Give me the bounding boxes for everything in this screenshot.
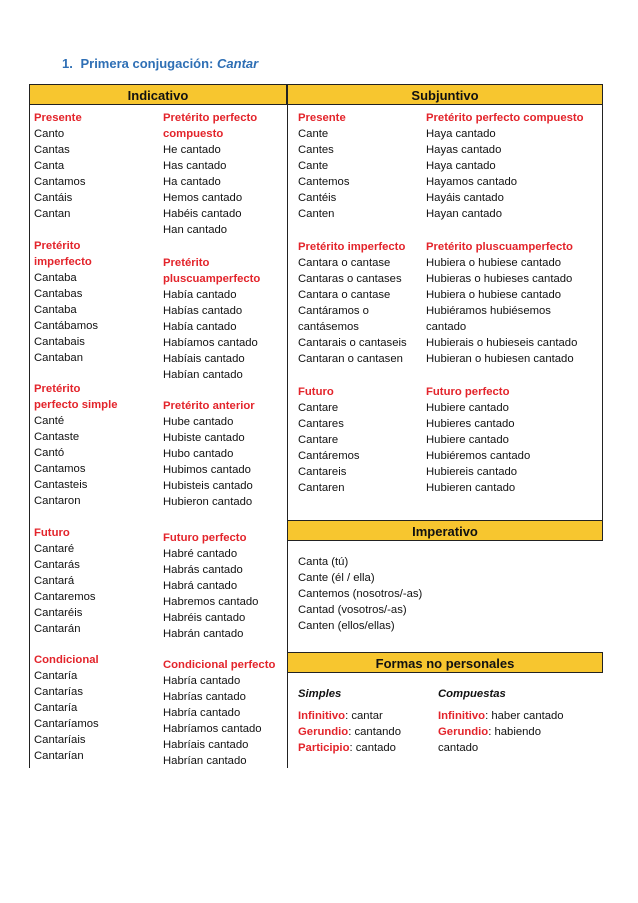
conjugation-form: Hayan cantado [426, 208, 502, 220]
conjugation-form: Cantaba [34, 304, 77, 316]
conjugation-form: Cantó [34, 447, 65, 459]
conjugation-form: Hubieron cantado [163, 496, 253, 508]
conjugation-form: Cantara o cantase [298, 257, 391, 269]
conjugation-form: Cantan [34, 208, 71, 220]
conjugation-form: Cantará [34, 575, 75, 587]
conjugation-form: Hubierais o hubieseis cantado [426, 337, 578, 349]
conjugation-form: Hubiéramos hubiésemos [426, 305, 551, 317]
conjugation-form: Habrías cantado [163, 691, 246, 703]
sub-pluscuamperfecto [426, 239, 577, 367]
formas-row: Infinitivo: haber cantado [438, 710, 564, 722]
imperativo-item: Canten (ellos/ellas) [298, 620, 395, 632]
conjugation-form: Cantaremos [34, 591, 96, 603]
sub-presente [298, 110, 350, 222]
conjugation-form: Hubimos cantado [163, 464, 251, 476]
tense-heading: Futuro perfecto [426, 386, 510, 398]
ind-futuro-perfecto [163, 530, 258, 642]
conjugation-form: Cantabas [34, 288, 83, 300]
formas-row: Gerundio: habiendo [438, 726, 541, 738]
conjugation-form: Habrían cantado [163, 755, 247, 767]
conjugation-form: Hubo cantado [163, 448, 234, 460]
tense-heading: Futuro [34, 527, 70, 539]
ind-futuro [34, 525, 96, 637]
conjugation-form: Cantare [298, 434, 339, 446]
tense-heading: pluscuamperfecto [163, 273, 261, 285]
conjugation-form: Hubiéremos cantado [426, 450, 531, 462]
conjugation-form: Había cantado [163, 289, 237, 301]
conjugation-form: Cantaré [34, 543, 75, 555]
imperativo-item: Cante (él / ella) [298, 572, 375, 584]
ind-condicional [34, 652, 99, 764]
conjugation-form: Cantaren [298, 482, 345, 494]
imperativo-list [298, 554, 422, 634]
conjugation-form: Hubieres cantado [426, 418, 515, 430]
conjugation-form: Cantareis [298, 466, 347, 478]
ind-perfecto-simple [34, 381, 118, 509]
conjugation-form: Habrá cantado [163, 580, 238, 592]
formas-row: Gerundio: cantando [298, 726, 401, 738]
conjugation-form: Cantaran o cantasen [298, 353, 403, 365]
conjugation-form: Cantemos [298, 176, 350, 188]
conjugation-form: Hayas cantado [426, 144, 502, 156]
conjugation-form: Cantabais [34, 336, 85, 348]
ind-perfecto-compuesto [163, 110, 257, 238]
conjugation-form: Habremos cantado [163, 596, 259, 608]
tense-heading: Pretérito perfecto [163, 112, 258, 124]
conjugation-form: Cantarás [34, 559, 80, 571]
ind-pluscuamperfecto [163, 255, 260, 383]
ind-imperfecto [34, 238, 98, 366]
header-formas-no-personales: Formas no personales [287, 652, 603, 673]
conjugation-form: Haya cantado [426, 160, 496, 172]
conjugation-form: Cantáramos o [298, 305, 369, 317]
conjugation-form: Cantamos [34, 176, 86, 188]
conjugation-form: Cante [298, 128, 329, 140]
conjugation-form: Cantaréis [34, 607, 83, 619]
conjugation-form: Cantarais o cantaseis [298, 337, 407, 349]
conjugation-form: Habíamos cantado [163, 337, 258, 349]
conjugation-form: Cantare [298, 402, 339, 414]
tense-heading: Condicional perfecto [163, 659, 276, 671]
conjugation-form: Cantaríamos [34, 718, 99, 730]
conjugation-form: Hubisteis cantado [163, 480, 253, 492]
header-imperativo: Imperativo [287, 520, 603, 541]
conjugation-form: Cante [298, 160, 329, 172]
conjugation-form: Habría cantado [163, 707, 241, 719]
formas-row: Infinitivo: cantar [298, 710, 383, 722]
conjugation-form: Cantáremos [298, 450, 360, 462]
conjugation-form: He cantado [163, 144, 221, 156]
divider-right [602, 104, 603, 520]
tense-heading: Pretérito pluscuamperfecto [426, 241, 573, 253]
conjugation-form: Habré cantado [163, 548, 238, 560]
conjugation-form: Cantaba [34, 272, 77, 284]
conjugation-form: cantado [426, 321, 467, 333]
conjugation-form: Hubiereis cantado [426, 466, 518, 478]
conjugation-form: Cantara o cantase [298, 289, 391, 301]
conjugation-form: Canté [34, 415, 65, 427]
tense-heading: Condicional [34, 654, 99, 666]
conjugation-form: Haya cantado [426, 128, 496, 140]
conjugation-form: Ha cantado [163, 176, 221, 188]
conjugation-form: Cantaste [34, 431, 80, 443]
conjugation-form: Cantasteis [34, 479, 88, 491]
conjugation-form: Hubiste cantado [163, 432, 245, 444]
tense-heading: imperfecto [34, 256, 92, 268]
divider-middle [287, 104, 288, 768]
conjugation-form: Hubiere cantado [426, 434, 509, 446]
conjugation-form: Habríais cantado [163, 739, 249, 751]
imperativo-item: Cantad (vosotros/-as) [298, 604, 407, 616]
tense-heading: Futuro perfecto [163, 532, 247, 544]
divider-left [29, 104, 30, 768]
conjugation-form: Cantaban [34, 352, 83, 364]
sub-futuro [298, 384, 360, 496]
conjugation-form: Cantaría [34, 702, 78, 714]
conjugation-form: Cantarían [34, 750, 84, 762]
conjugation-form: Canten [298, 208, 335, 220]
conjugation-form: Hubieren cantado [426, 482, 516, 494]
conjugation-form: Canto [34, 128, 65, 140]
conjugation-form: Cantes [298, 144, 334, 156]
tense-heading: Pretérito anterior [163, 400, 255, 412]
tense-heading: Pretérito [34, 240, 81, 252]
conjugation-form: Hubieran o hubiesen cantado [426, 353, 574, 365]
tense-heading: compuesto [163, 128, 224, 140]
sub-imperfecto [298, 239, 407, 367]
ind-anterior [163, 398, 255, 510]
conjugation-form: Habéis cantado [163, 208, 242, 220]
conjugation-form: Habrás cantado [163, 564, 243, 576]
conjugation-form: Han cantado [163, 224, 228, 236]
conjugation-form: Cantéis [298, 192, 337, 204]
sub-futuro-perfecto [426, 384, 530, 496]
imperativo-item: Canta (tú) [298, 556, 349, 568]
conjugation-form: Habríamos cantado [163, 723, 262, 735]
header-subjuntivo: Subjuntivo [287, 84, 603, 105]
conjugation-form: Cantamos [34, 463, 86, 475]
ind-condicional-perfecto [163, 657, 275, 769]
conjugation-form: Cantaras o cantases [298, 273, 402, 285]
conjugation-form: Cantaría [34, 670, 78, 682]
conjugation-form: Había cantado [163, 321, 237, 333]
conjugation-form: Habías cantado [163, 305, 243, 317]
conjugation-form: Habíais cantado [163, 353, 245, 365]
conjugation-form: Cantares [298, 418, 344, 430]
tense-heading: perfecto simple [34, 399, 118, 411]
conjugation-form: Cantaríais [34, 734, 86, 746]
tense-heading: Pretérito [163, 257, 210, 269]
page-title: 1. Primera conjugación: Cantar [62, 56, 259, 71]
conjugation-form: Habrán cantado [163, 628, 244, 640]
conjugation-form: Habría cantado [163, 675, 241, 687]
conjugation-form: Habréis cantado [163, 612, 246, 624]
conjugation-form: Hube cantado [163, 416, 234, 428]
tense-heading: Futuro [298, 386, 334, 398]
formas-row: cantado [438, 742, 479, 754]
conjugation-form: Hemos cantado [163, 192, 243, 204]
sub-perfecto-compuesto [426, 110, 584, 222]
tense-heading: Presente [34, 112, 82, 124]
tense-heading: Pretérito [34, 383, 81, 395]
formas-simples-label: Simples [298, 688, 342, 700]
conjugation-form: Hubiera o hubiese cantado [426, 257, 562, 269]
formas-compuestas [438, 686, 564, 756]
tense-heading: Pretérito imperfecto [298, 241, 406, 253]
conjugation-form: Cantas [34, 144, 70, 156]
conjugation-form: Hubiera o hubiese cantado [426, 289, 562, 301]
conjugation-form: Hayamos cantado [426, 176, 518, 188]
imperativo-item: Cantemos (nosotros/-as) [298, 588, 423, 600]
conjugation-form: Cantaron [34, 495, 81, 507]
conjugation-form: Habían cantado [163, 369, 243, 381]
header-indicativo: Indicativo [29, 84, 287, 105]
conjugation-form: Has cantado [163, 160, 227, 172]
formas-compuestas-label: Compuestas [438, 688, 506, 700]
formas-simples [298, 686, 401, 756]
conjugation-form: Hubieras o hubieses cantado [426, 273, 573, 285]
conjugation-form: Cantarías [34, 686, 83, 698]
tense-heading: Pretérito perfecto compuesto [426, 112, 584, 124]
conjugation-form: Canta [34, 160, 65, 172]
tense-heading: Presente [298, 112, 346, 124]
ind-presente [34, 110, 86, 222]
conjugation-form: Hayáis cantado [426, 192, 504, 204]
formas-row: Participio: cantado [298, 742, 396, 754]
conjugation-form: Cantáis [34, 192, 73, 204]
conjugation-form: Hubiere cantado [426, 402, 509, 414]
conjugation-form: Cantábamos [34, 320, 99, 332]
conjugation-form: Cantarán [34, 623, 81, 635]
conjugation-form: cantásemos [298, 321, 359, 333]
